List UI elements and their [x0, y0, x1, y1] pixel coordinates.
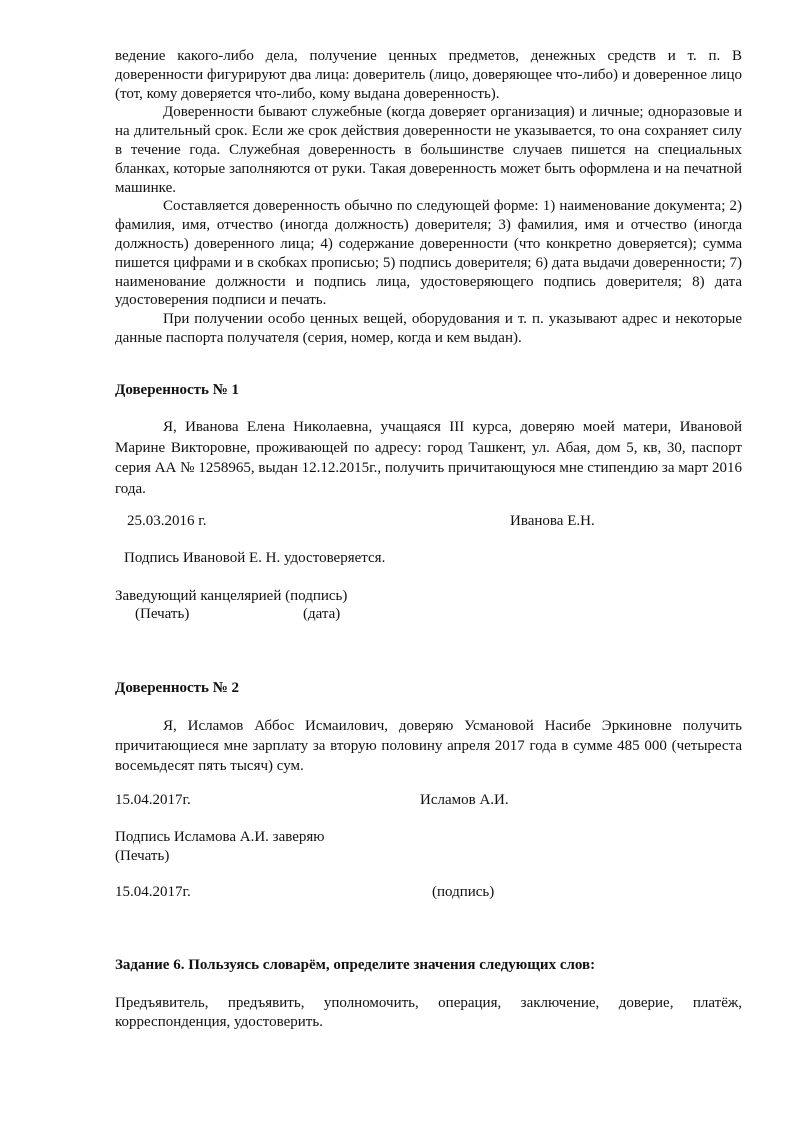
- doc2-certify: Подпись Исламова А.И. заверяю: [115, 829, 325, 845]
- doc1-date: 25.03.2016 г.: [127, 513, 207, 529]
- doc1-title: Доверенность № 1: [115, 382, 240, 398]
- intro-paragraph-3: Составляется доверенность обычно по следующей форме: 1) наименование документа; 2) фамилия, имя, отчество (иногда должность) доверителя; 3) фамилия, имя и отчество (иногда должность) доверенного лица; 4) содержание доверенности (что конкретно доверяется); сумма пишется цифрами и в скобках прописью; 5) подпись доверителя; 6) дата выдачи доверенности; 7) наименование должности и подпись лица, удостоверяющего подпись доверителя; 8) дата удостоверения подписи и печать.: [115, 198, 742, 309]
- doc1-stamp: (Печать): [135, 606, 190, 622]
- doc2-stamp: (Печать): [115, 848, 170, 864]
- doc2-date: 15.04.2017г.: [115, 792, 191, 808]
- doc2-date-2: 15.04.2017г.: [115, 884, 191, 900]
- intro-paragraph-2: Доверенности бывают служебные (когда доверяет организация) и личные; одноразовые и на длительный срок. Если же срок действия доверенности не указывается, то она сохраняет силу в течение года. Служебная доверенность в большинстве случаев пишется на специальных бланках, которые заполняются от руки. Такая доверенность может быть оформлена и на печатной машинке.: [115, 104, 742, 196]
- doc1-date-label: (дата): [303, 606, 341, 622]
- task6-words-block: [115, 994, 742, 1032]
- doc2-title: Доверенность № 2: [115, 680, 240, 696]
- doc1-body-block: [115, 417, 742, 499]
- doc1-certify: Подпись Ивановой Е. Н. удостоверяется.: [124, 550, 386, 566]
- doc1-signer: Иванова Е.Н.: [510, 513, 595, 529]
- doc1-head-office: Заведующий канцелярией (подпись): [115, 588, 348, 604]
- doc2-body: Я, Исламов Аббос Исмаилович, доверяю Усмановой Насибе Эркиновне получить причитающиеся мне зарплату за вторую половину апреля 2017 года в сумме 485 000 (четыреста восемьдесят пять тысяч) сум.: [115, 718, 742, 774]
- intro-paragraph-1: ведение какого-либо дела, получение ценных предметов, денежных средств и т. п. В доверенности фигурируют два лица: доверитель (лицо, доверяющее что-либо) и доверенное лицо (тот, кому доверяется что-либо, кому выдана доверенность).: [115, 48, 742, 102]
- doc2-signer: Исламов А.И.: [420, 792, 509, 808]
- intro-paragraph-4: При получении особо ценных вещей, оборудования и т. п. указывают адрес и некоторые данные паспорта получателя (серия, номер, когда и кем выдан).: [115, 311, 742, 346]
- doc2-body-block: [115, 716, 742, 776]
- doc1-body: Я, Иванова Елена Николаевна, учащаяся III курса, доверяю моей матери, Ивановой Марине Викторовне, проживающей по адресу: город Ташкент, ул. Абая, дом 5, кв, 30, паспорт серия АА № 1258965, выдан 12.12.2015г., получить причитающуюся мне стипендию за март 2016 года.: [115, 419, 742, 497]
- intro-section: [115, 47, 742, 348]
- task6-title: Задание 6. Пользуясь словарём, определите значения следующих слов:: [115, 957, 596, 973]
- task6-words: Предъявитель, предъявить, уполномочить, операция, заключение, доверие, платёж, корреспонденция, удостоверить.: [115, 995, 742, 1030]
- doc2-signature: (подпись): [432, 884, 495, 900]
